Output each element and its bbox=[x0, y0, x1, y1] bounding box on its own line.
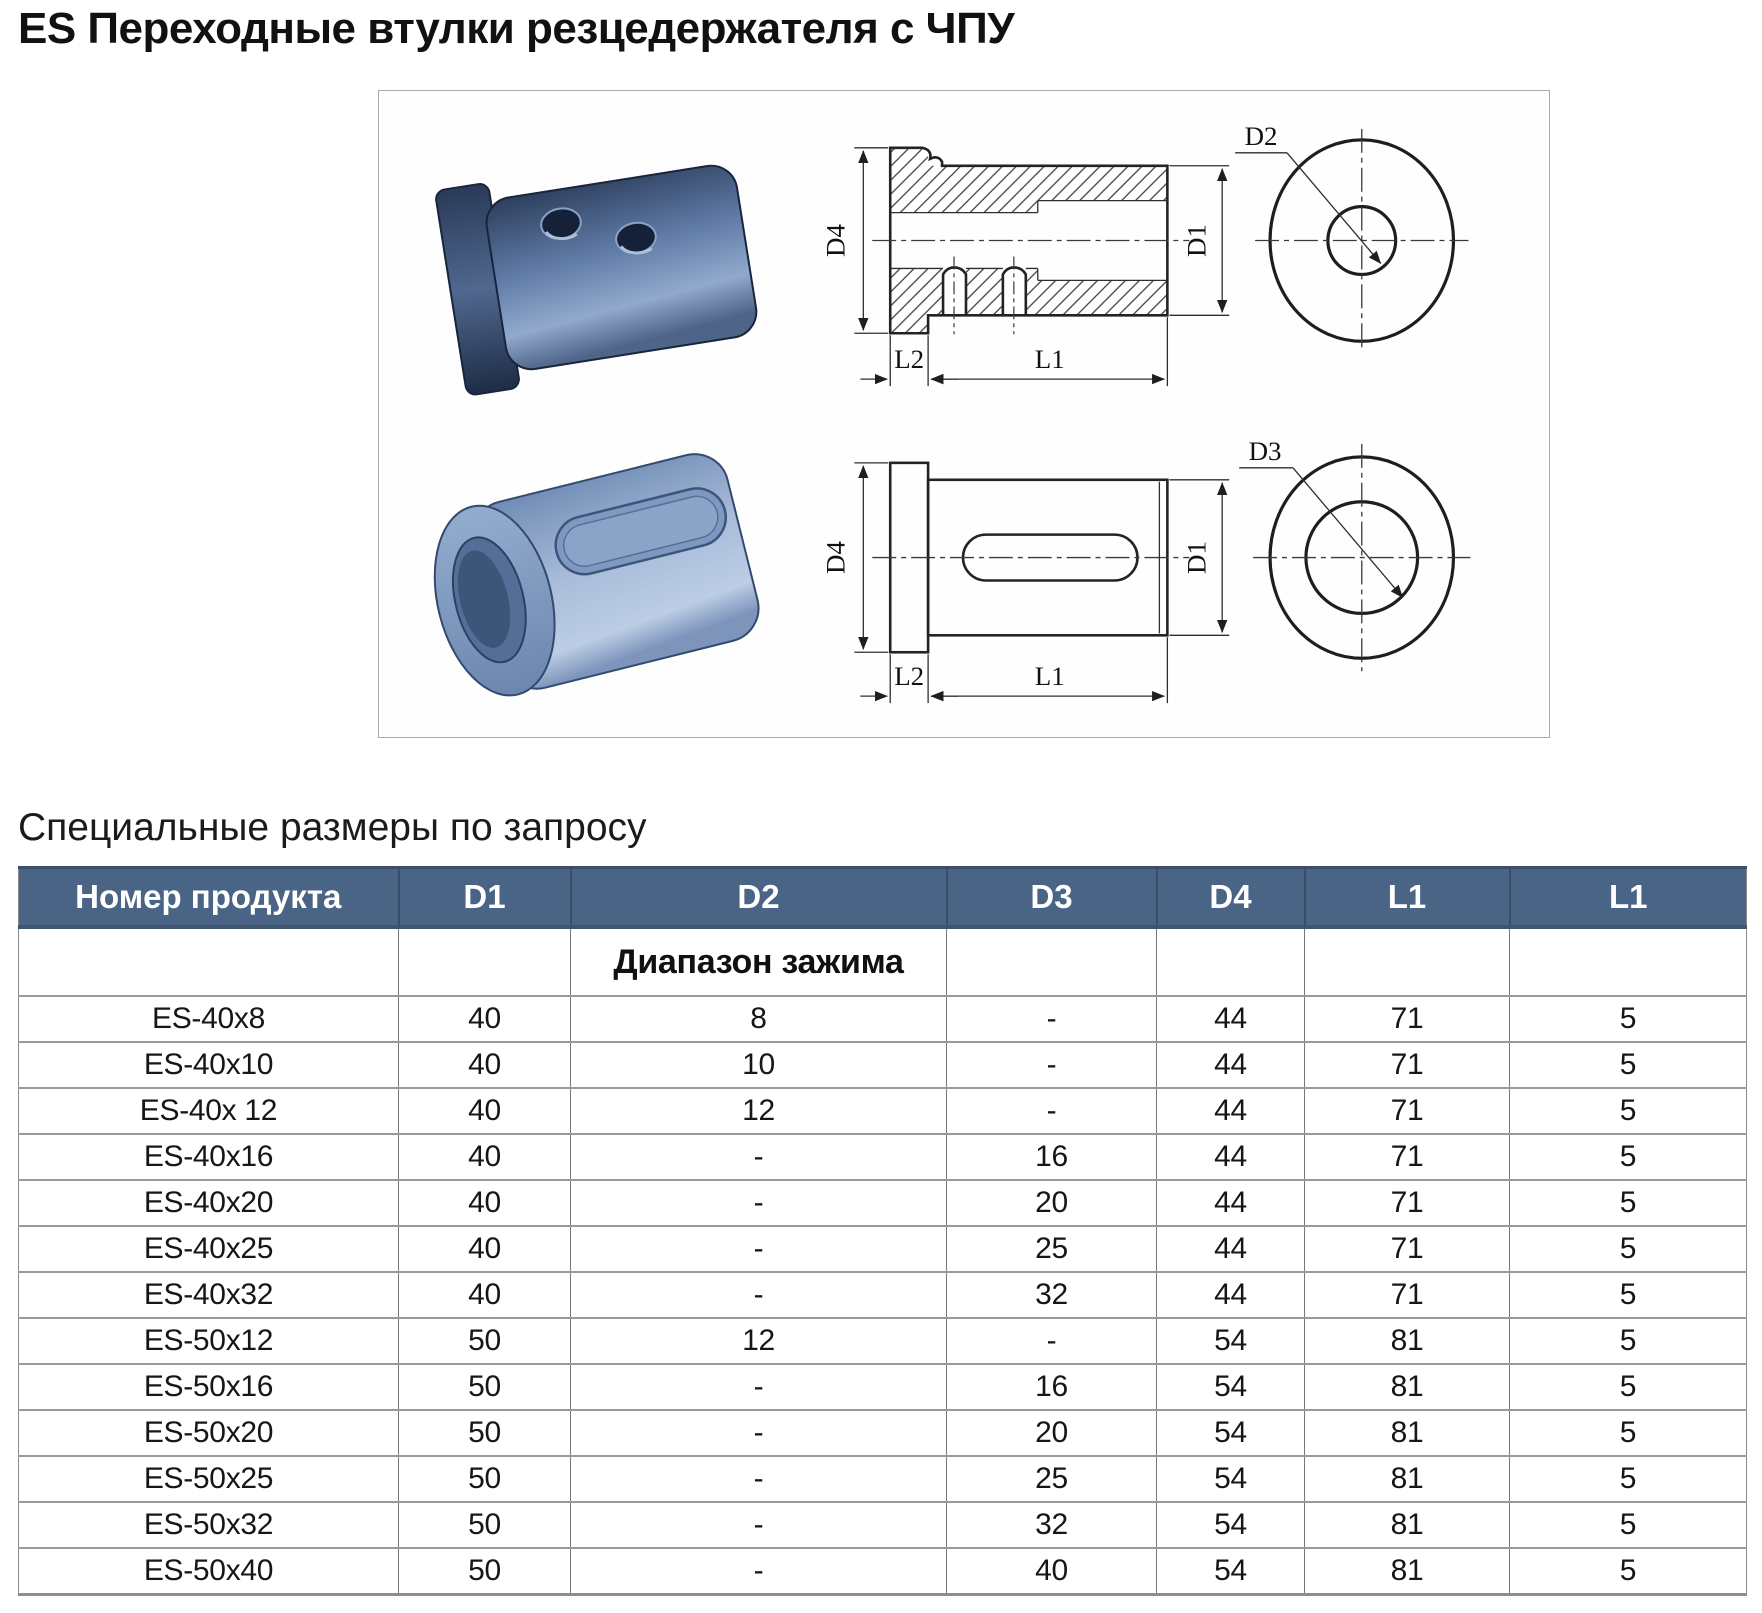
table-cell: 5 bbox=[1510, 1364, 1747, 1410]
table-cell: 54 bbox=[1157, 1410, 1305, 1456]
table-cell: 32 bbox=[947, 1502, 1157, 1548]
table-cell: - bbox=[947, 996, 1157, 1042]
table-cell: 44 bbox=[1157, 1272, 1305, 1318]
table-cell: - bbox=[947, 1088, 1157, 1134]
table-cell: - bbox=[947, 1042, 1157, 1088]
table-cell: ES-50x25 bbox=[19, 1456, 399, 1502]
table-cell: 81 bbox=[1305, 1502, 1510, 1548]
table-cell: 71 bbox=[1305, 1088, 1510, 1134]
table-cell: - bbox=[571, 1134, 947, 1180]
table-row bbox=[19, 996, 1747, 1042]
table-cell: 40 bbox=[399, 1226, 571, 1272]
render-slotted-sleeve-3d bbox=[416, 445, 766, 708]
table-row bbox=[19, 1456, 1747, 1502]
table-cell: 10 bbox=[571, 1042, 947, 1088]
table-cell: 81 bbox=[1305, 1364, 1510, 1410]
col-header-l1: L1 bbox=[1305, 868, 1510, 928]
table-cell: 44 bbox=[1157, 1180, 1305, 1226]
table-cell: ES-50x16 bbox=[19, 1364, 399, 1410]
table-cell: 44 bbox=[1157, 1134, 1305, 1180]
col-header-product: Номер продукта bbox=[19, 868, 399, 928]
table-cell: 54 bbox=[1157, 1502, 1305, 1548]
table-cell: 50 bbox=[399, 1502, 571, 1548]
table-cell: 40 bbox=[399, 996, 571, 1042]
dim-label-d1-bottom: D1 bbox=[1181, 541, 1212, 575]
table-cell: ES-40x16 bbox=[19, 1134, 399, 1180]
end-view-top bbox=[1235, 121, 1468, 352]
table-body bbox=[19, 927, 1747, 1595]
table-cell: 20 bbox=[947, 1180, 1157, 1226]
table-cell: ES-40x10 bbox=[19, 1042, 399, 1088]
technical-drawing bbox=[379, 91, 1549, 737]
col-header-l1-2: L1 bbox=[1510, 868, 1747, 928]
table-cell: 71 bbox=[1305, 996, 1510, 1042]
table-cell: 44 bbox=[1157, 996, 1305, 1042]
table-cell: 5 bbox=[1510, 1134, 1747, 1180]
table-cell: 44 bbox=[1157, 1088, 1305, 1134]
table-cell: 54 bbox=[1157, 1318, 1305, 1364]
table-cell: 5 bbox=[1510, 1456, 1747, 1502]
table-row bbox=[19, 1548, 1747, 1595]
table-cell: ES-40x32 bbox=[19, 1272, 399, 1318]
clamping-range-label: Диапазон зажима bbox=[571, 927, 947, 996]
table-row bbox=[19, 1502, 1747, 1548]
table-row bbox=[19, 1134, 1747, 1180]
dim-label-d4-top: D4 bbox=[820, 224, 851, 257]
table-cell: 16 bbox=[947, 1364, 1157, 1410]
col-header-d2: D2 bbox=[571, 868, 947, 928]
section-view bbox=[820, 148, 1229, 386]
dim-label-l2-bottom: L2 bbox=[894, 661, 925, 692]
table-cell: 5 bbox=[1510, 1318, 1747, 1364]
table-cell: 54 bbox=[1157, 1364, 1305, 1410]
table-cell: 32 bbox=[947, 1272, 1157, 1318]
table-cell: 81 bbox=[1305, 1410, 1510, 1456]
table-cell: 50 bbox=[399, 1318, 571, 1364]
table-cell: 40 bbox=[399, 1180, 571, 1226]
table-cell: 40 bbox=[399, 1088, 571, 1134]
table-cell: - bbox=[571, 1272, 947, 1318]
table-cell: 12 bbox=[571, 1318, 947, 1364]
table-cell: 50 bbox=[399, 1456, 571, 1502]
table-row bbox=[19, 1088, 1747, 1134]
table-cell: ES-40x8 bbox=[19, 996, 399, 1042]
end-view-bottom bbox=[1239, 436, 1470, 671]
dim-label-d2: D2 bbox=[1244, 120, 1278, 151]
spec-table bbox=[18, 866, 1747, 1596]
table-cell: 50 bbox=[399, 1548, 571, 1595]
table-cell: 71 bbox=[1305, 1134, 1510, 1180]
table-cell: 81 bbox=[1305, 1548, 1510, 1595]
table-cell: 71 bbox=[1305, 1042, 1510, 1088]
table-cell: 54 bbox=[1157, 1456, 1305, 1502]
table-cell bbox=[399, 927, 571, 996]
table-cell: - bbox=[947, 1318, 1157, 1364]
table-cell: ES-50x32 bbox=[19, 1502, 399, 1548]
col-header-d4: D4 bbox=[1157, 868, 1305, 928]
technical-drawing-panel bbox=[378, 90, 1550, 738]
table-cell: ES-40x 12 bbox=[19, 1088, 399, 1134]
table-cell: - bbox=[571, 1364, 947, 1410]
dim-label-d1-top: D1 bbox=[1181, 224, 1212, 257]
table-row bbox=[19, 1318, 1747, 1364]
table-cell: 40 bbox=[399, 1042, 571, 1088]
table-cell: 16 bbox=[947, 1134, 1157, 1180]
table-cell: 5 bbox=[1510, 996, 1747, 1042]
table-cell: 71 bbox=[1305, 1226, 1510, 1272]
table-cell: ES-50x12 bbox=[19, 1318, 399, 1364]
table-cell: 81 bbox=[1305, 1456, 1510, 1502]
table-cell: - bbox=[571, 1410, 947, 1456]
table-cell: ES-50x20 bbox=[19, 1410, 399, 1456]
dim-label-l1-top: L1 bbox=[1034, 344, 1065, 375]
table-cell: 81 bbox=[1305, 1318, 1510, 1364]
table-cell: 5 bbox=[1510, 1226, 1747, 1272]
table-cell: 20 bbox=[947, 1410, 1157, 1456]
section-subtitle: Специальные размеры по запросу bbox=[18, 806, 647, 849]
table-row bbox=[19, 1410, 1747, 1456]
table-row bbox=[19, 1226, 1747, 1272]
table-cell: - bbox=[571, 1180, 947, 1226]
table-cell: 5 bbox=[1510, 1272, 1747, 1318]
table-cell: 44 bbox=[1157, 1226, 1305, 1272]
table-cell: 25 bbox=[947, 1226, 1157, 1272]
table-cell: 40 bbox=[947, 1548, 1157, 1595]
table-cell: - bbox=[571, 1456, 947, 1502]
table-cell: 71 bbox=[1305, 1272, 1510, 1318]
table-cell: 25 bbox=[947, 1456, 1157, 1502]
table-cell: 54 bbox=[1157, 1548, 1305, 1595]
table-cell: ES-50x40 bbox=[19, 1548, 399, 1595]
table-cell: 5 bbox=[1510, 1548, 1747, 1595]
table-cell: 5 bbox=[1510, 1088, 1747, 1134]
table-cell bbox=[947, 927, 1157, 996]
table-cell: 71 bbox=[1305, 1180, 1510, 1226]
table-cell: 44 bbox=[1157, 1042, 1305, 1088]
table-cell: - bbox=[571, 1226, 947, 1272]
table-cell: 5 bbox=[1510, 1180, 1747, 1226]
table-cell: 5 bbox=[1510, 1042, 1747, 1088]
table-cell: 50 bbox=[399, 1410, 571, 1456]
table-header-row bbox=[19, 868, 1747, 928]
dim-label-d4-bottom: D4 bbox=[820, 541, 851, 575]
dim-label-l2-top: L2 bbox=[894, 344, 925, 375]
table-cell bbox=[1510, 927, 1747, 996]
table-cell: ES-40x25 bbox=[19, 1226, 399, 1272]
table-cell bbox=[1157, 927, 1305, 996]
table-cell: 5 bbox=[1510, 1502, 1747, 1548]
dim-label-l1-bottom: L1 bbox=[1034, 661, 1065, 692]
page-title: ES Переходные втулки резцедержателя с ЧПУ bbox=[18, 4, 1015, 53]
side-view bbox=[820, 463, 1229, 703]
table-cell: 5 bbox=[1510, 1410, 1747, 1456]
table-cell bbox=[1305, 927, 1510, 996]
table-row bbox=[19, 1180, 1747, 1226]
col-header-d1: D1 bbox=[399, 868, 571, 928]
table-cell bbox=[19, 927, 399, 996]
table-cell: 40 bbox=[399, 1272, 571, 1318]
table-cell: 8 bbox=[571, 996, 947, 1042]
table-row bbox=[19, 1272, 1747, 1318]
table-cell: - bbox=[571, 1502, 947, 1548]
table-cell: 40 bbox=[399, 1134, 571, 1180]
table-cell: 12 bbox=[571, 1088, 947, 1134]
table-cell: ES-40x20 bbox=[19, 1180, 399, 1226]
table-row bbox=[19, 1364, 1747, 1410]
table-cell: - bbox=[571, 1548, 947, 1595]
table-cell: 50 bbox=[399, 1364, 571, 1410]
col-header-d3: D3 bbox=[947, 868, 1157, 928]
table-row bbox=[19, 1042, 1747, 1088]
dim-label-d3: D3 bbox=[1248, 435, 1282, 466]
table-subheader-row bbox=[19, 927, 1747, 996]
render-plain-sleeve-3d bbox=[435, 144, 763, 396]
